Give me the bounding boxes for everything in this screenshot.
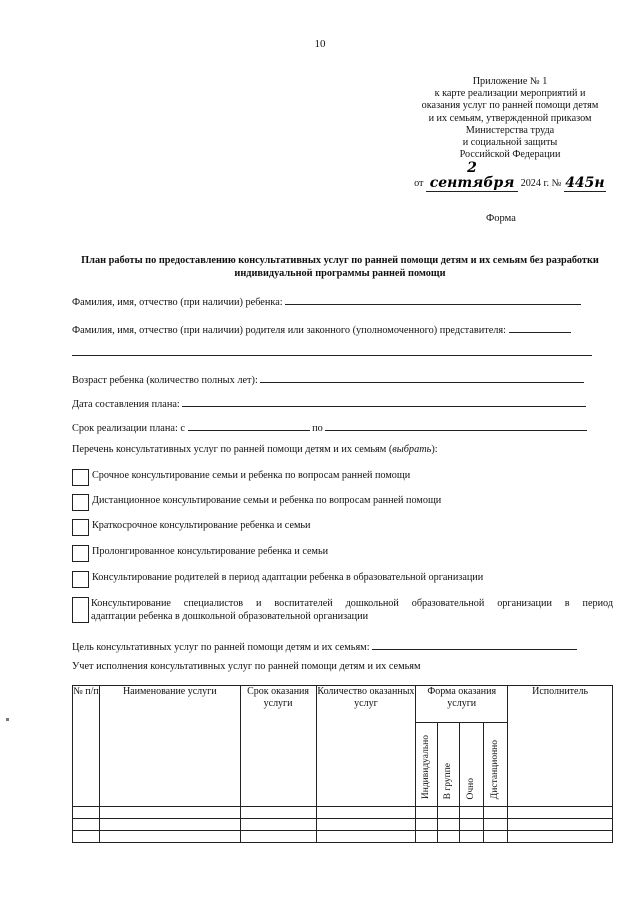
table-cell[interactable] xyxy=(508,831,613,843)
table-row xyxy=(73,831,613,843)
table-cell[interactable] xyxy=(316,807,416,819)
services-table xyxy=(72,685,613,843)
handwritten-number: 445н xyxy=(565,174,605,191)
services-list-prefix: Перечень консультативных услуг по ранней помощи детям и их семьям ( xyxy=(72,444,393,455)
appendix-line: и их семьям, утвержденной приказом xyxy=(428,112,592,124)
option-prolonged-label: Пролонгированное консультирование ребенка и семьи xyxy=(92,546,329,557)
appendix-block xyxy=(392,76,628,192)
table-cell[interactable] xyxy=(484,807,508,819)
table-cell[interactable] xyxy=(73,819,100,831)
period-field xyxy=(72,420,587,434)
table-cell[interactable] xyxy=(99,807,240,819)
appendix-line: Министерства труда xyxy=(465,124,555,136)
subheader-group xyxy=(438,723,460,807)
option-specialists-checkbox[interactable] xyxy=(72,597,89,623)
option-short-term-checkbox[interactable] xyxy=(72,519,89,536)
table-cell[interactable] xyxy=(316,819,416,831)
table-cell[interactable] xyxy=(416,831,438,843)
table-cell[interactable] xyxy=(240,807,316,819)
period-to-label: по xyxy=(312,423,323,434)
table-cell[interactable] xyxy=(460,831,484,843)
goal-line[interactable] xyxy=(372,639,577,650)
plan-date-line[interactable] xyxy=(182,396,586,407)
table-cell[interactable] xyxy=(316,831,416,843)
period-to-line[interactable] xyxy=(325,420,587,431)
child-name-line[interactable] xyxy=(285,294,581,305)
header-term: Срок оказания услуги xyxy=(240,686,316,807)
header-form: Форма оказания услуги xyxy=(416,686,508,723)
subheader-group-text: В группе xyxy=(442,763,453,800)
child-name-label: Фамилия, имя, отчество (при наличии) ребенка: xyxy=(72,297,283,308)
age-line[interactable] xyxy=(260,372,584,383)
table-cell[interactable] xyxy=(484,831,508,843)
table-cell[interactable] xyxy=(73,807,100,819)
table-cell[interactable] xyxy=(99,831,240,843)
goal-field xyxy=(72,639,577,653)
page-number: 10 xyxy=(314,38,326,50)
appendix-line: и социальной защиты xyxy=(462,137,558,149)
subheader-in-person xyxy=(460,723,484,807)
table-cell[interactable] xyxy=(438,807,460,819)
appendix-line: Приложение № 1 xyxy=(472,76,548,87)
child-name-field xyxy=(72,294,581,308)
goal-label: Цель консультативных услуг по ранней помощи детям и их семьям: xyxy=(72,642,370,653)
document-title: План работы по предоставлению консультативных услуг по ранней помощи детям и их семьям без разработки индивидуальной программы ранней помощи xyxy=(81,255,599,279)
table-cell[interactable] xyxy=(73,831,100,843)
period-from-label: Срок реализации плана: с xyxy=(72,423,185,434)
plan-date-field xyxy=(72,396,586,410)
option-specialists-line2: адаптации ребенка в дошкольной образовательной организации xyxy=(91,610,369,622)
appendix-date-line xyxy=(392,162,628,191)
header-count: Количество оказанных услуг xyxy=(316,686,416,807)
table-cell[interactable] xyxy=(416,807,438,819)
appendix-line: оказания услуг по ранней помощи детям xyxy=(421,100,599,112)
option-parents-adaptation-checkbox[interactable] xyxy=(72,571,89,588)
table-cell[interactable] xyxy=(240,831,316,843)
table-cell[interactable] xyxy=(438,831,460,843)
option-urgent-label: Срочное консультирование семьи и ребенка по вопросам ранней помощи xyxy=(92,470,411,481)
header-num: № п/п xyxy=(73,686,100,807)
table-cell[interactable] xyxy=(240,819,316,831)
accounting-heading: Учет исполнения консультативных услуг по ранней помощи детям и их семьям xyxy=(72,661,421,672)
period-from-line[interactable] xyxy=(188,420,310,431)
table-cell[interactable] xyxy=(99,819,240,831)
subheader-individual xyxy=(416,723,438,807)
form-label: Форма xyxy=(486,213,516,224)
table-cell[interactable] xyxy=(416,819,438,831)
age-field xyxy=(72,372,584,386)
handwritten-date: 2 сентября xyxy=(429,160,515,191)
subheader-in-person-text: Очно xyxy=(465,778,476,800)
services-list-heading xyxy=(72,444,438,455)
option-remote-checkbox[interactable] xyxy=(72,494,89,511)
table-cell[interactable] xyxy=(508,819,613,831)
appendix-line: к карте реализации мероприятий и xyxy=(434,88,586,100)
option-specialists-line1: Консультирование специалистов и воспитателей дошкольной образовательной организации в период xyxy=(91,598,613,609)
subheader-remote-text: Дистанционно xyxy=(489,740,500,800)
option-specialists-label xyxy=(91,598,613,623)
option-remote-label: Дистанционное консультирование семьи и ребенка по вопросам ранней помощи xyxy=(92,495,442,506)
subheader-individual-text: Индивидуально xyxy=(421,735,432,800)
appendix-year-number: 2024 г. № xyxy=(520,178,562,190)
appendix-from: от xyxy=(414,178,424,190)
parent-name-label: Фамилия, имя, отчество (при наличии) родителя или законного (уполномоченного) представителя: xyxy=(72,325,507,336)
table-cell[interactable] xyxy=(508,807,613,819)
table-cell[interactable] xyxy=(438,819,460,831)
parent-name-field xyxy=(72,322,571,336)
header-service-name: Наименование услуги xyxy=(99,686,240,807)
table-cell[interactable] xyxy=(460,819,484,831)
subheader-remote xyxy=(484,723,508,807)
option-prolonged-checkbox[interactable] xyxy=(72,545,89,562)
plan-date-label: Дата составления плана: xyxy=(72,399,180,410)
age-label: Возраст ребенка (количество полных лет): xyxy=(72,375,258,386)
appendix-line: Российской Федерации xyxy=(459,149,561,161)
table-cell[interactable] xyxy=(460,807,484,819)
table-row xyxy=(73,807,613,819)
table-row xyxy=(73,819,613,831)
parent-name-line[interactable] xyxy=(509,322,571,333)
option-urgent-checkbox[interactable] xyxy=(72,469,89,486)
header-executor: Исполнитель xyxy=(508,686,613,807)
table-cell[interactable] xyxy=(484,819,508,831)
scan-artifact xyxy=(6,718,9,721)
services-list-suffix: ): xyxy=(431,444,438,455)
services-list-choose: выбрать xyxy=(392,444,432,455)
parent-name-line-2[interactable] xyxy=(72,355,592,356)
option-parents-adaptation-label: Консультирование родителей в период адаптации ребенка в образовательной организации xyxy=(92,572,484,583)
option-short-term-label: Краткосрочное консультирование ребенка и семьи xyxy=(92,520,311,531)
